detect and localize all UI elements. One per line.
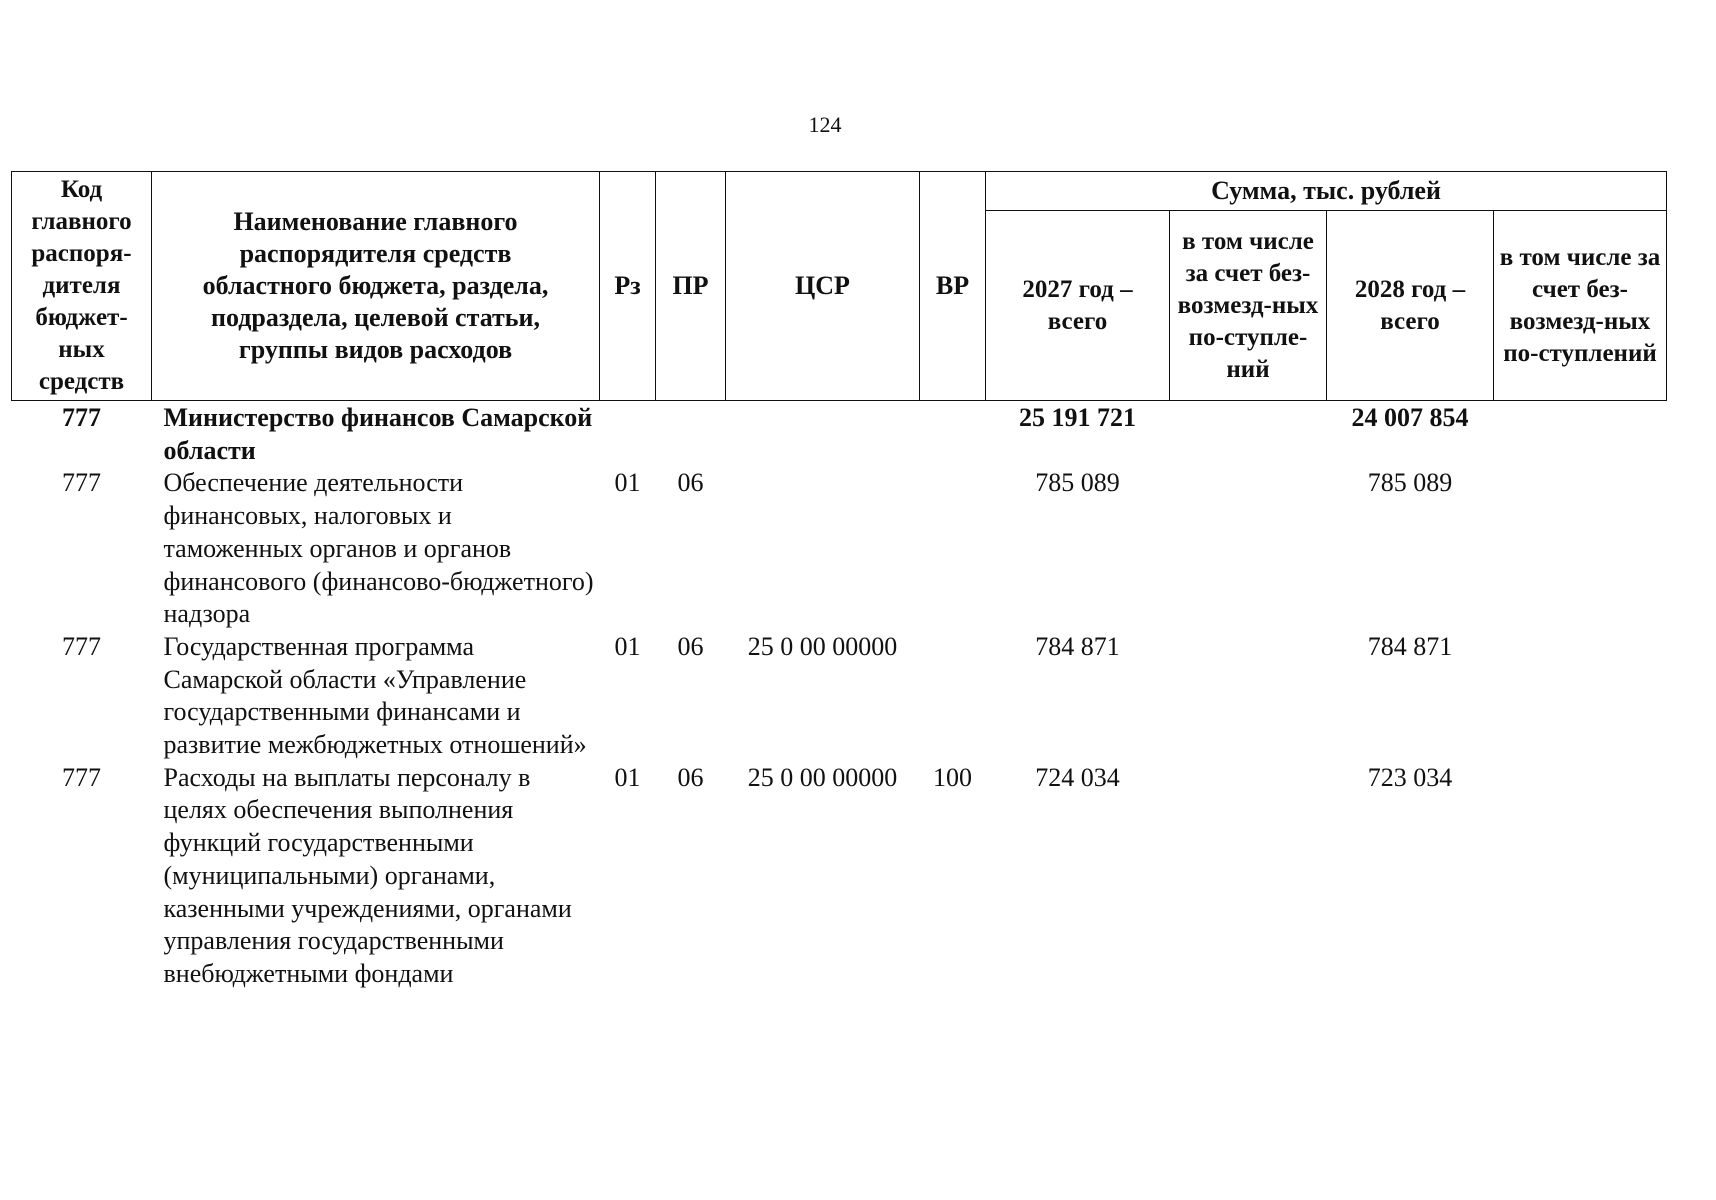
- cell-code: 777: [62, 762, 101, 792]
- cell-rz: 01: [614, 762, 641, 792]
- table-row: [12, 762, 1667, 991]
- cell-vr: [920, 631, 986, 762]
- cell-csr: [726, 467, 920, 631]
- cell-2027-total: 784 871: [1035, 631, 1120, 661]
- cell-code: 777: [62, 468, 101, 498]
- cell-2028-total: 723 034: [1367, 762, 1453, 792]
- page-number: 124: [808, 112, 842, 137]
- cell-2028-total: 784 871: [1367, 631, 1453, 661]
- cell-2027-total: 25 191 721: [1019, 403, 1136, 432]
- cell-2028-free: [1494, 467, 1667, 631]
- cell-2027-free: [1170, 467, 1327, 631]
- header-rz: Рз: [600, 172, 656, 401]
- cell-2027-free: [1170, 631, 1327, 762]
- cell-code: 777: [62, 403, 101, 432]
- cell-vr: [920, 467, 986, 631]
- table-row: [12, 467, 1667, 631]
- table-body: [12, 401, 1667, 991]
- cell-2028-free: [1494, 401, 1667, 468]
- header-code: Код главного распоря-дителя бюджет-ных средств: [12, 172, 152, 401]
- header-2027-free: в том числе за счет без-возмезд-ных по-ступле-ний: [1170, 211, 1327, 401]
- cell-csr: 25 0 00 00000: [747, 762, 898, 792]
- table-header: [12, 172, 1667, 401]
- table-row: [12, 401, 1667, 468]
- cell-rz: 01: [614, 631, 641, 661]
- cell-name: Государственная программа Самарской области «Управление государственными финансами и развитие межбюджетных отношений»: [163, 631, 587, 760]
- cell-name: Министерство финансов Самарской области: [163, 403, 593, 465]
- cell-csr: [726, 401, 920, 468]
- header-name: Наименование главного распорядителя средств областного бюджета, раздела, подраздела, целевой статьи, группы видов расходов: [152, 172, 600, 401]
- cell-2028-total: 785 089: [1367, 468, 1453, 498]
- header-pr: ПР: [656, 172, 726, 401]
- cell-pr: 06: [677, 762, 704, 792]
- header-2028-free: в том числе за счет без-возмезд-ных по-ступлений: [1494, 211, 1667, 401]
- header-csr: ЦСР: [726, 172, 920, 401]
- cell-code: 777: [62, 631, 101, 661]
- cell-vr: [920, 401, 986, 468]
- table-row: [12, 631, 1667, 762]
- cell-2028-free: [1494, 762, 1667, 991]
- cell-2027-total: 724 034: [1035, 762, 1120, 792]
- header-2027-total: 2027 год – всего: [986, 211, 1170, 401]
- cell-csr: 25 0 00 00000: [747, 631, 898, 661]
- cell-rz: [600, 401, 656, 468]
- header-vr: ВР: [920, 172, 986, 401]
- cell-2027-free: [1170, 401, 1327, 468]
- budget-table: [11, 171, 1667, 991]
- cell-2028-total: 24 007 854: [1351, 403, 1469, 432]
- cell-2028-free: [1494, 631, 1667, 762]
- cell-2027-free: [1170, 762, 1327, 991]
- cell-rz: 01: [614, 468, 641, 498]
- cell-vr: 100: [933, 762, 972, 792]
- cell-name: Расходы на выплаты персоналу в целях обеспечения выполнения функций государственными (муниципальными) органами, казенными учреждениями, органами управления государственными внебюджетными фондами: [163, 762, 572, 988]
- header-2028-total: 2028 год – всего: [1327, 211, 1494, 401]
- header-sum-title: Сумма, тыс. рублей: [986, 172, 1667, 211]
- cell-2027-total: 785 089: [1035, 468, 1120, 498]
- cell-pr: [656, 401, 726, 468]
- cell-pr: 06: [677, 631, 704, 661]
- cell-name: Обеспечение деятельности финансовых, налоговых и таможенных органов и органов финансового (финансово-бюджетного) надзора: [163, 468, 594, 629]
- cell-pr: 06: [677, 468, 704, 498]
